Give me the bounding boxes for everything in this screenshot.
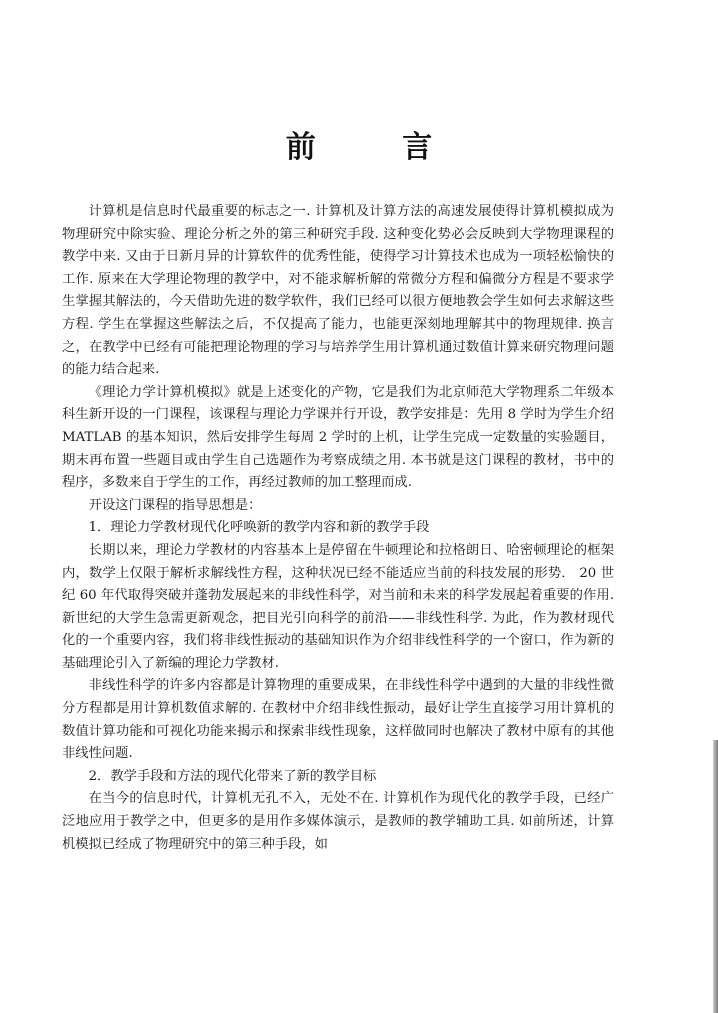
paragraph: 计算机是信息时代最重要的标志之一. 计算机及计算方法的高速发展使得计算机模拟成为物理研究中除实验、理论分析之外的第三种研究手段. 这种变化势必会反映到大学物理课程的教学中来. 又由于日新月异的计算软件的优秀性能，使得学习计算技术也成为一项轻松愉快的工作. 原来在大学理论物理的教学中，对不能求解析解的常微分方程和偏微分方程是不要求学生掌握其解法的，今天借助先进的数学软件，我们已经可以很方便地教会学生如何去求解这些方程. 学生在掌握这些解法之后，不仅提高了能力，也能更深刻地理解其中的物理规律. 换言之，在教学中已经有可能把理论物理的学习与培养学生用计算机通过数值计算来研究物理问题的能力结合起来.: [62, 204, 614, 378]
paragraph: 开设这门课程的指导思想是：: [88, 497, 262, 513]
section-heading: 1．理论力学教材现代化呼唤新的教学内容和新的教学手段: [88, 520, 430, 536]
paragraph: 长期以来，理论力学教材的内容基本上是停留在牛顿理论和拉格朗日、哈密顿理论的框架内，数学上仅限于解析求解线性方程，这种状况已经不能适应当前的科技发展的形势． 20 世纪 60 年代取得突破并蓬勃发展起来的非线性科学，对当前和未来的科学发展起着重要的作用. 新世纪的大学生急需更新观念，把目光引向科学的前沿——非线性科学. 为此，作为教材现代化的一个重要内容，我们将非线性振动的基础知识作为介绍非线性科学的一个窗口，作为新的基础理论引入了新编的理论力学教材.: [62, 542, 614, 671]
paragraph: 《理论力学计算机模拟》就是上述变化的产物，它是我们为北京师范大学物理系二年级本科生新开设的一门课程，该课程与理论力学课并行开设，教学安排是：先用 8 学时为学生介绍 MATLAB 的基本知识，然后安排学生每周 2 学时的上机，让学生完成一定数量的实验题目，期末再布置一些题目或由学生自己选题作为考察成绩之用. 本书就是这门课程的教材，书中的程序，多数来自于学生的工作，再经过教师的加工整理而成.: [62, 384, 614, 491]
page-binding-edge: [713, 740, 718, 1013]
section-heading: 2．教学手段和方法的现代化带来了新的教学目标: [88, 768, 377, 784]
paragraph: 非线性科学的许多内容都是计算物理的重要成果，在非线性科学中遇到的大量的非线性微分方程都是用计算机数值求解的. 在教材中介绍非线性振动，最好让学生直接学习用计算机的数值计算功能和可视化功能来揭示和探索非线性现象，这样做同时也解决了教材中原有的其他非线性问题.: [62, 678, 614, 762]
page-title: 前 言: [285, 130, 471, 165]
paragraph: 在当今的信息时代，计算机无孔不入，无处不在. 计算机作为现代化的教学手段，已经广泛地应用于教学之中，但更多的是用作多媒体演示，是教师的教学辅助工具. 如前所述，计算机模拟已经成了物理研究中的第三种手段，如: [62, 791, 614, 852]
preface-body: [62, 201, 614, 856]
